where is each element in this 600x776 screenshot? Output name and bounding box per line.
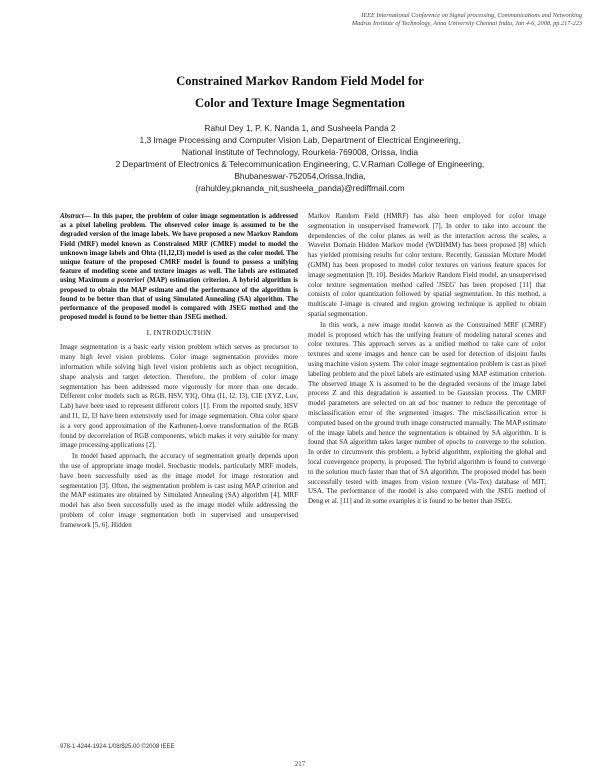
intro-paragraph-3: Markov Random Field (HMRF) has also been employed for color image segmentation in unsupervised framework [7]. In order to take into account the dependencies of the color planes as well as the interaction across the scales, a Wavelet Domain Hidden Markov model (WDHMM) has been proposed [8] which has yielded promising results for color texture. Recently, Gaussian Mixture Model (GMM) has been proposed to model color textures on various feature spaces for image segmentation [9, 10]. Besides Markov Random Field model, an unsupervised color texture segmentation method called 'JSEG' has been proposed [11] that consists of color quantization followed by spatial segmentation. In this method, a multiscale J-image is created and region growing technique is applied to obtain spatial segmentation. bbox=[308, 212, 546, 318]
left-column bbox=[60, 212, 298, 531]
intro-paragraph-4-italic: ad hoc bbox=[418, 399, 439, 408]
affiliation-2-line-1: 2 Department of Electronics & Telecommunication Engineering, C.V.Raman College of Engineering, bbox=[115, 159, 485, 169]
abstract-italic: a posteriori bbox=[111, 277, 145, 285]
author-emails: (rahuldey,pknanda_nit,susheela_panda)@rediffmail.com bbox=[195, 183, 405, 193]
conference-header bbox=[252, 12, 582, 28]
page-number: 217 bbox=[294, 760, 306, 768]
affiliation-1-line-1: 1,3 Image Processing and Computer Vision Lab, Department of Electrical Engineering, bbox=[139, 135, 461, 145]
intro-paragraph-4-tail: manner to reduce the percentage of misclassification error of the segmented images. The misclassification error is computed based on the ground truth image constructed manually. The MAP estimate of the image labels and hence the segmentation is obtained by SA algorithm. It is found that SA algorithm takes larger number of epochs to converge to the solution. In order to circumvent this problem, a hybrid algorithm, exploiting the global and local convergence property, is proposed. The hybrid algorithm is found to converge to the solution much faster than that of SA algorithm. The proposed model has been successfully tested with images from vision texture (Vis-Tex) database of MIT, USA. The performance of the model is also compared with the JSEG method of Deng et al. [11] and in some examples it is found to be better than JSEG. bbox=[308, 399, 547, 506]
intro-paragraph-4-text: In this work, a new image model known as the Constrained MRF (CMRF) model is proposed which has the unifying feature of modeling natural scenes and color textures. This approach serves as a unified method to take care of color textures and scene images and hence can be used for detection of disjoint faults using machine vision system. The color image segmentation problem is cast as pixel labeling problem and the pixel labels are estimated using MAP estimation criterion. The observed image X is assumed to be the degraded versions of the image label process Z and this degradation is assumed to be Gaussian process. The CMRF model parameters are selected on an bbox=[308, 320, 546, 408]
conference-line-1: IEEE International Conference on Signal processing, Communications and Networking bbox=[361, 12, 582, 19]
abstract bbox=[60, 212, 298, 322]
author-block bbox=[40, 122, 560, 194]
right-column bbox=[308, 212, 546, 507]
abstract-text-2: (MAP) estimation criterion. A hybrid algorithm is proposed to obtain the MAP estimate and the performance of the algorithm is found to be better than that of using Simulated Annealing (SA) algorithm. The performance of the proposed model is compared with JSEG method and the proposed model is found to be better than JSEG method. bbox=[60, 277, 298, 322]
author-names: Rahul Dey 1, P. K. Nanda 1, and Susheela Panda 2 bbox=[204, 123, 396, 133]
section-heading-introduction: I. INTRODUCTION bbox=[146, 329, 212, 338]
intro-paragraph-1: Image segmentation is a basic early vision problem which serves as precursor to many high level vision problems. Color image segmentation provides more information while solving high level vision problems such as object recognition, shape analysis and target detection. Therefore, the problem of color image segmentation has been addressed more vigorously for more than one decade. Different color models such as RGB, HSV, YIQ, Ohta (I1, I2, I3), CIE (XYZ, Luv, Lab) have been used to represent different colors [1]. From the reported study, HSV and I1, I2, I3 have been extensively used for image segmentation. Ohta color space is a very good approximation of the Karhunen-Loeve transformation of the RGB found by decorrelation of RGB components, which makes it very suitable for many image processing applications [2]. bbox=[60, 343, 298, 450]
paper-title-line-2: Color and Texture Image Segmentation bbox=[195, 96, 405, 110]
intro-paragraph-4 bbox=[308, 321, 546, 507]
affiliation-2-line-2: Bhubaneswar-752054,Orissa,India, bbox=[234, 171, 366, 181]
paper-title-line-1: Constrained Markov Random Field Model for bbox=[176, 74, 424, 88]
affiliation-1-line-2: National Institute of Technology, Rourkela-769008, Orissa, India bbox=[181, 147, 419, 157]
isbn-footer: 978-1-4244-1924-1/08/$25.00 ©2008 IEEE bbox=[60, 744, 175, 750]
intro-paragraph-2: In model based approach, the accuracy of segmentation greatly depends upon the use of appropriate image model. Stochastic models, particularly MRF models, have been successfully used as the image model for image restoration and segmentation [3]. Often, the segmentation problem is cast using MAP criterion and the MAP estimates are obtained by Simulated Annealing (SA) algorithm [4]. MRF model has also been successfully used as the image model while addressing the problem of color image segmentation both in supervised and unsupervised framework [5, 6]. Hidden bbox=[60, 452, 298, 529]
conference-line-2: Madras Institute of Technology, Anna University Chennai India, Jan 4-6, 2008. pp.217-223 bbox=[351, 20, 582, 27]
abstract-text-1: — In this paper, the problem of color image segmentation is addressed as a pixel labeling problem. The observed color image is assumed to be the degraded version of the image labels. We have proposed a new Markov Random Field (MRF) model known as Constrained MRF (CMRF) model to model the unknown image labels and Ohta (I1,I2,I3) model is used as the color model. The unique feature of the proposed CMRF model is found to possess a unifying feature of modeling scene and texture images as well. The labels are estimated using Maximum bbox=[60, 213, 298, 285]
abstract-label: Abstract bbox=[60, 213, 84, 220]
